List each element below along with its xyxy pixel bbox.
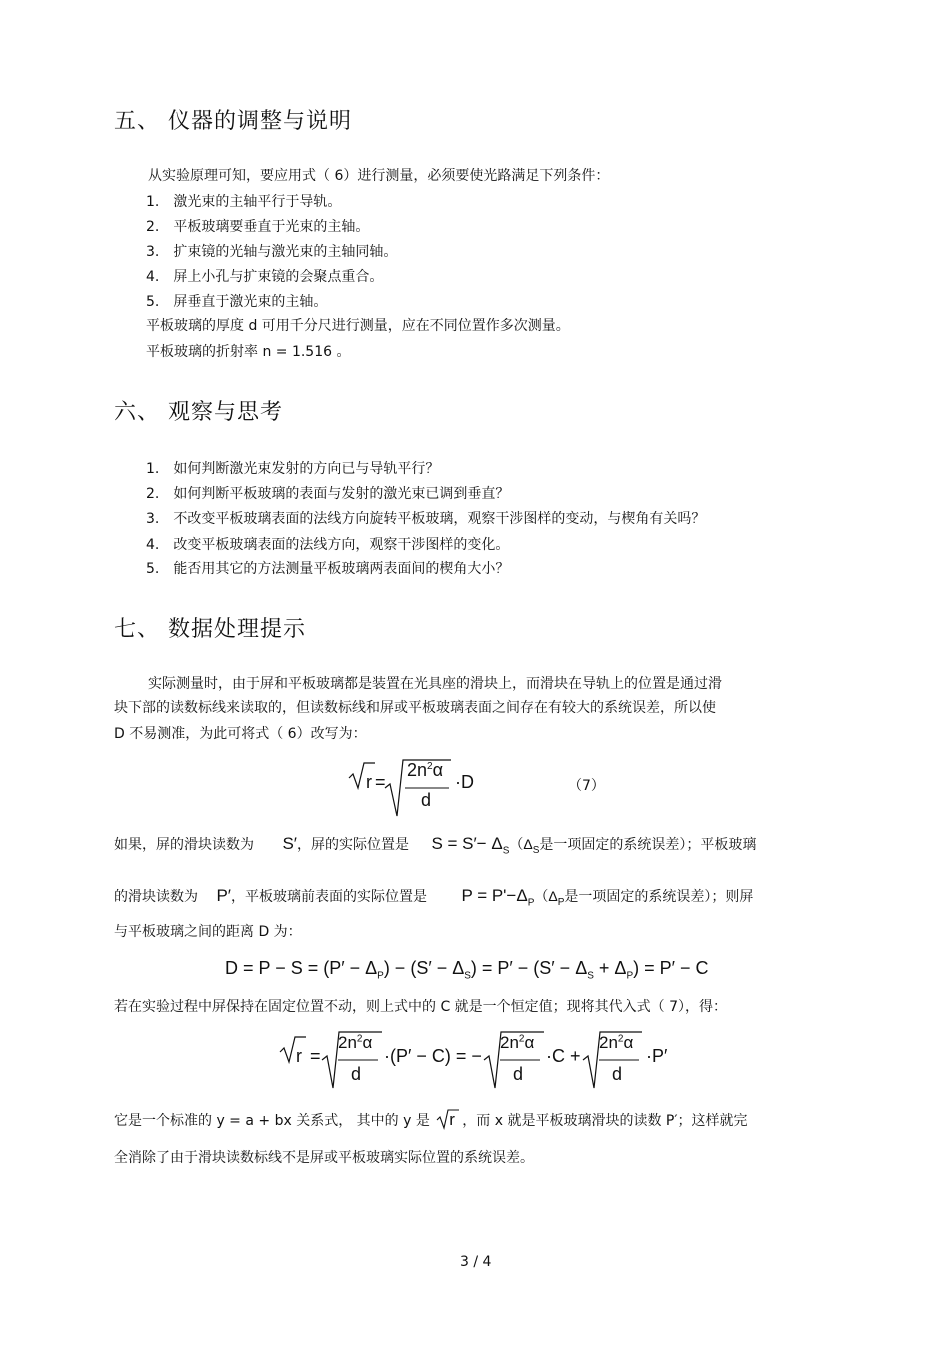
list-item: 4. 屏上小孔与扩束镜的会聚点重合。 xyxy=(146,269,384,285)
paragraph-line: 全消除了由于滑块读数标线不是屏或平板玻璃实际位置的系统误差。 xyxy=(114,1150,534,1166)
list-item: 5. 屏垂直于激光束的主轴。 xyxy=(146,294,328,310)
equation-d: $D = P - S = (P' - \Delta_P) - (S' - \Delta_S) = P' - (S' - \Delta_S + \Delta_P) = P' - C$ xyxy=(225,958,709,982)
page-number: 3 / 4 xyxy=(460,1254,492,1270)
section5-title: 五、 仪器的调整与说明 xyxy=(114,109,352,134)
section5-note-index: 平板玻璃的折射率 n = 1.516 。 xyxy=(146,344,351,360)
list-item: 5. 能否用其它的方法测量平板玻璃两表面间的楔角大小？ xyxy=(146,561,510,577)
paragraph-line: 它是一个标准的 y = a + bx 关系式， 其中的 y 是 r ，而 x 就是平板玻璃滑块的读数 P′；这样就完 xyxy=(114,1110,748,1129)
paragraph-line: 块下部的读数标线来读取的，但读数标线和屏或平板玻璃表面之间存在有较大的系统误差，所以使 xyxy=(114,700,716,716)
paragraph-line: 的滑块读数为 P′，平板玻璃前表面的实际位置是 $P = P'-\Delta_P(\Delta_P$是一项固定的系统误差）；则屏 xyxy=(114,886,754,909)
list-item: 3. 不改变平板玻璃表面的法线方向旋转平板玻璃，观察干涉图样的变动，与楔角有关吗？ xyxy=(146,511,706,527)
paragraph-line: 实际测量时，由于屏和平板玻璃都是装置在光具座的滑块上，而滑块在导轨上的位置是通过滑 xyxy=(148,676,722,692)
paragraph-line: D 不易测准，为此可将式（ 6）改写为： xyxy=(114,726,367,742)
list-item: 2. 如何判断平板玻璃的表面与发射的激光束已调到垂直？ xyxy=(146,486,510,502)
section5-intro: 从实验原理可知，要应用式（ 6）进行测量，必须要使光路满足下列条件： xyxy=(148,168,610,184)
paragraph-line: 如果，屏的滑块读数为 S′，屏的实际位置是 $S = S'- \Delta_S(\Delta_S$是一项固定的系统误差）；平板玻璃 xyxy=(114,834,757,857)
list-item: 1. 如何判断激光束发射的方向已与导轨平行？ xyxy=(146,461,440,477)
section7-title: 七、 数据处理提示 xyxy=(114,617,306,642)
equation-combined: r = $2n^2\alpha$ d ·(P′ − C) = − $2n^2\alpha$ d ·C + $2n^2\alpha$ d ·P′ xyxy=(278,1030,678,1090)
section5-note-thickness: 平板玻璃的厚度 d 可用千分尺进行测量，应在不同位置作多次测量。 xyxy=(146,318,570,334)
equation-7-label: （7） xyxy=(568,778,605,794)
list-item: 3. 扩束镜的光轴与激光束的主轴同轴。 xyxy=(146,244,398,260)
list-item: 4. 改变平板玻璃表面的法线方向，观察干涉图样的变化。 xyxy=(146,537,510,553)
paragraph-line: 若在实验过程中屏保持在固定位置不动，则上式中的 C 就是一个恒定值；现将其代入式（ 7），得： xyxy=(114,999,728,1015)
list-item: 1. 激光束的主轴平行于导轨。 xyxy=(146,194,342,210)
section6-title: 六、 观察与思考 xyxy=(114,400,283,425)
paragraph-line: 与平板玻璃之间的距离 D 为： xyxy=(114,924,302,940)
list-item: 2. 平板玻璃要垂直于光束的主轴。 xyxy=(146,219,370,235)
